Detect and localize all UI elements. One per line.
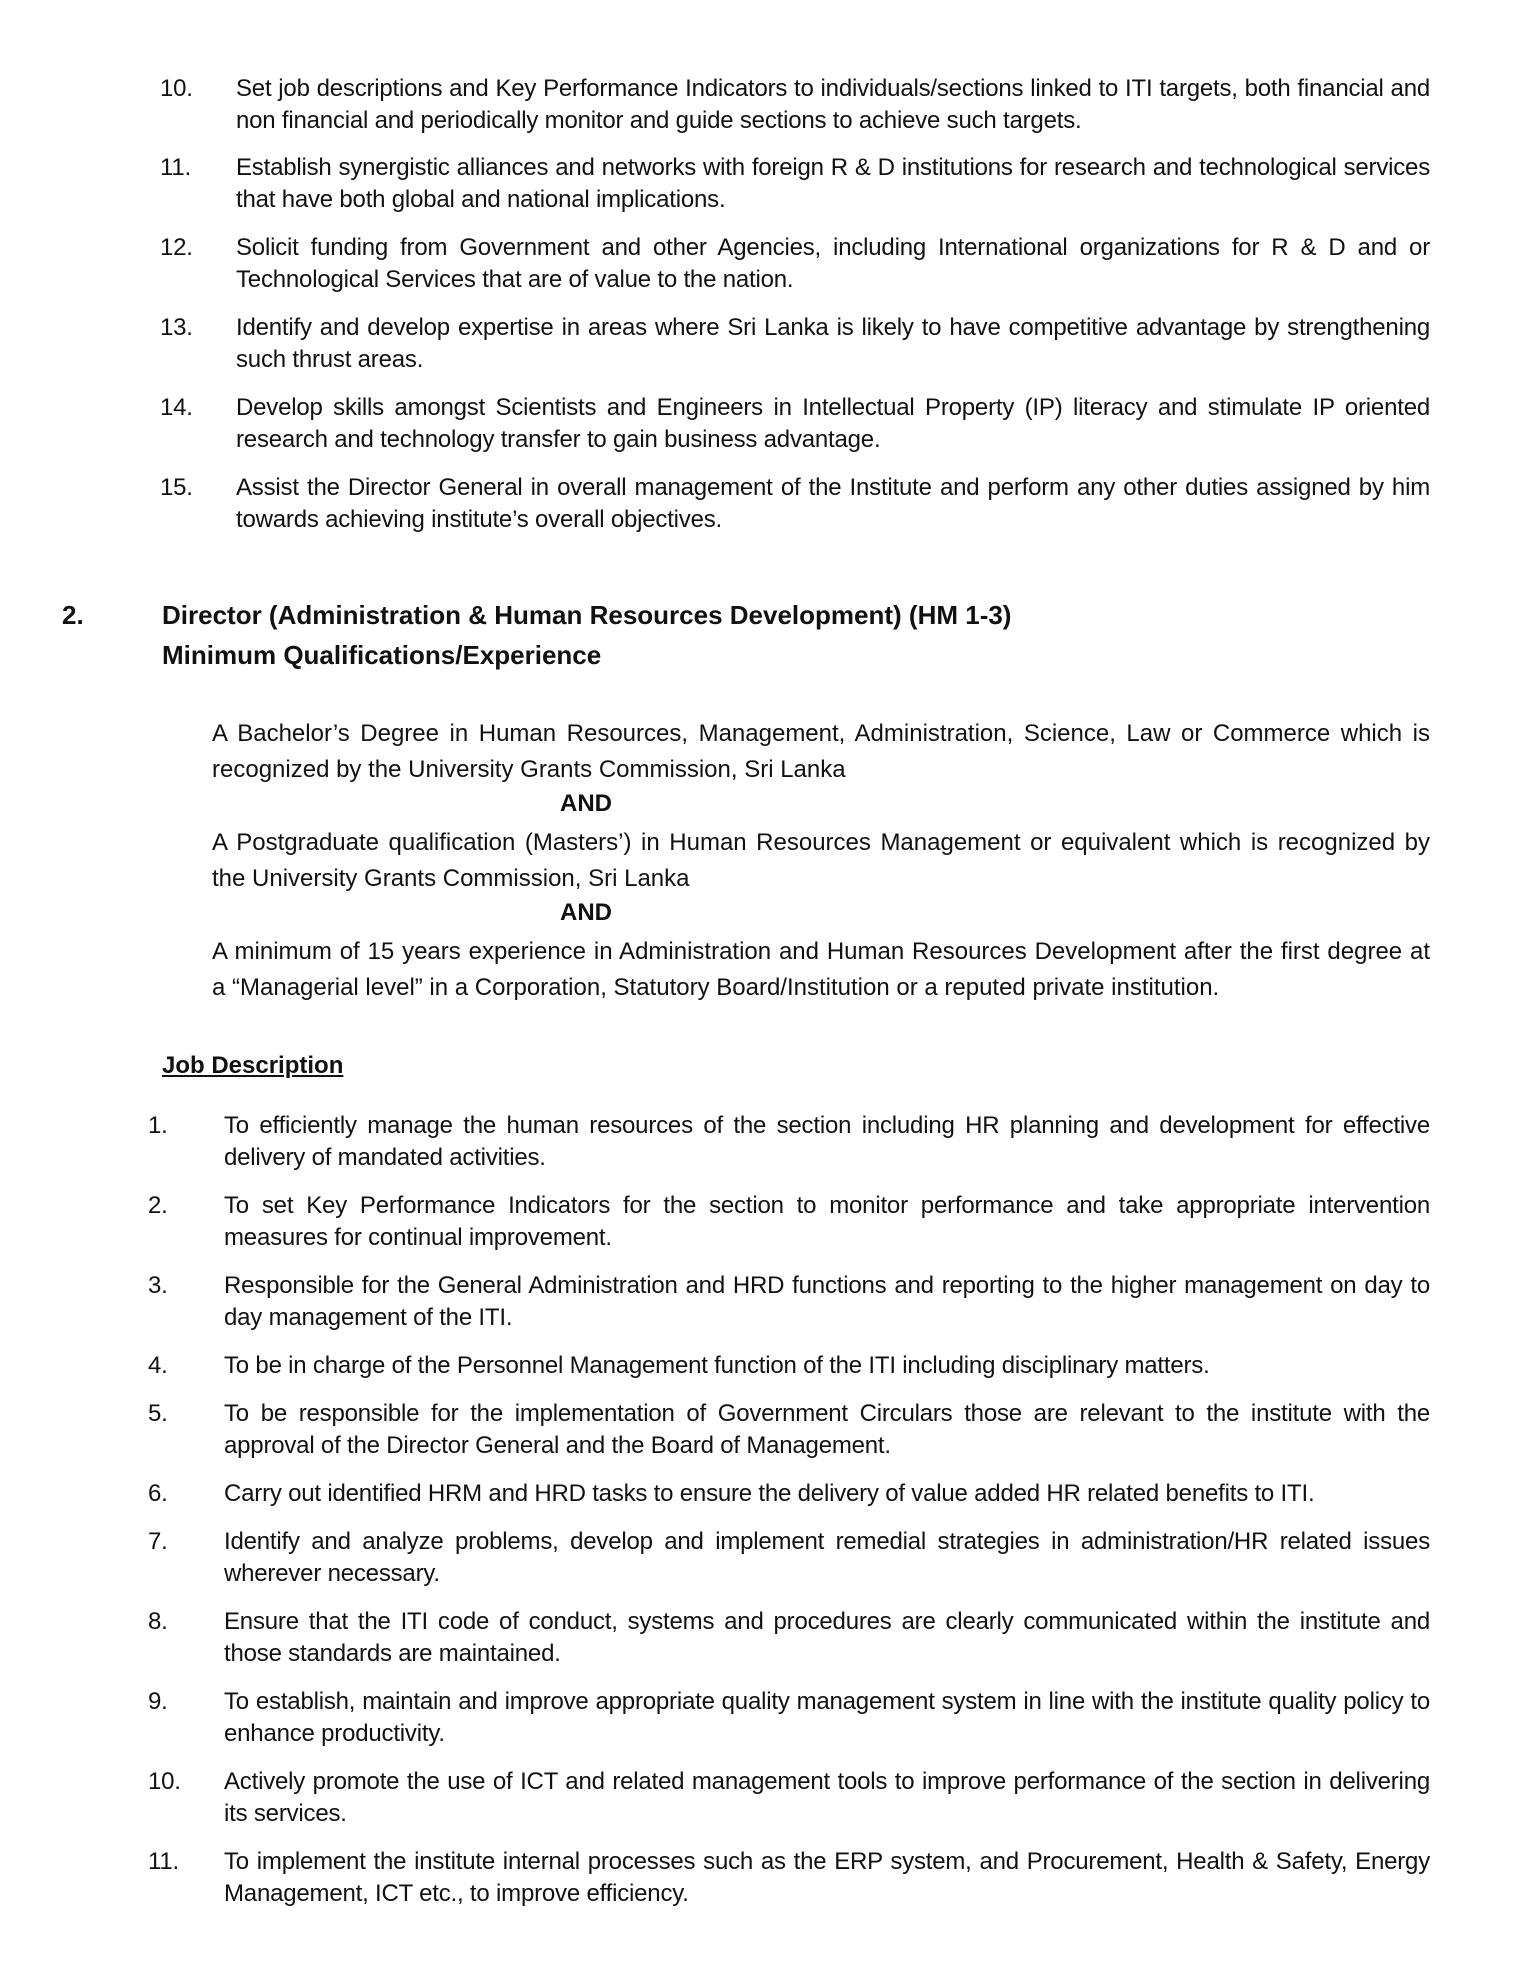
list-item-number: 12. — [160, 234, 193, 261]
list-item-text: Ensure that the ITI code of conduct, systems and procedures are clearly communicated within the institute and those standards are maintained. — [224, 1608, 1430, 1667]
list-item-number: 13. — [160, 314, 193, 341]
list-item-number: 11. — [160, 154, 191, 181]
list-item-text: To efficiently manage the human resources of the section including HR planning and development for effective delivery of mandated activities. — [224, 1112, 1430, 1171]
section-number: 2. — [62, 600, 84, 630]
list-item-number: 10. — [160, 75, 193, 102]
list-item-text: Set job descriptions and Key Performance Indicators to individuals/sections linked to ITI targets, both financial and non financial and periodically monitor and guide sections to achieve such targets. — [236, 75, 1430, 134]
list-item-text: Assist the Director General in overall management of the Institute and perform any other duties assigned by him towards achieving institute’s overall objectives. — [236, 474, 1430, 533]
list-item-number: 7. — [148, 1528, 168, 1555]
section-title: Director (Administration & Human Resources Development) (HM 1-3) — [162, 600, 1012, 630]
list-item-text: To be responsible for the implementation of Government Circulars those are relevant to the institute with the approval of the Director General and the Board of Management. — [224, 1400, 1430, 1459]
list-item-number: 15. — [160, 474, 193, 501]
list-item-text: Identify and develop expertise in areas where Sri Lanka is likely to have competitive advantage by strengthening such thrust areas. — [236, 314, 1430, 373]
list-item-number: 4. — [148, 1352, 168, 1379]
job-description-heading: Job Description — [162, 1052, 344, 1079]
list-item-number: 5. — [148, 1400, 168, 1427]
list-item-text: To set Key Performance Indicators for the section to monitor performance and take appropriate intervention measures for continual improvement. — [224, 1192, 1430, 1251]
list-item-number: 1. — [148, 1112, 168, 1139]
list-item-text: To establish, maintain and improve appropriate quality management system in line with the institute quality policy to enhance productivity. — [224, 1688, 1430, 1747]
list-item-number: 11. — [148, 1848, 179, 1875]
list-item-number: 8. — [148, 1608, 168, 1635]
list-item-number: 3. — [148, 1272, 168, 1299]
list-item-number: 14. — [160, 394, 193, 421]
list-item-number: 10. — [148, 1768, 181, 1795]
list-item-number: 9. — [148, 1688, 168, 1715]
list-item-text: Carry out identified HRM and HRD tasks to ensure the delivery of value added HR related benefits to ITI. — [224, 1480, 1315, 1507]
qualification-and: AND — [560, 899, 612, 926]
list-item-text: To be in charge of the Personnel Management function of the ITI including disciplinary matters. — [224, 1352, 1210, 1379]
list-item-text: Establish synergistic alliances and networks with foreign R & D institutions for research and technological services that have both global and national implications. — [236, 154, 1430, 213]
list-item-text: Actively promote the use of ICT and related management tools to improve performance of the section in delivering its services. — [224, 1768, 1430, 1827]
list-item-text: Solicit funding from Government and other Agencies, including International organizations for R & D and or Technological Services that are of value to the nation. — [236, 234, 1430, 293]
qualification-degree: A Bachelor’s Degree in Human Resources, Management, Administration, Science, Law or Commerce which is recognized by the University Grants Commission, Sri Lanka — [212, 720, 1430, 783]
list-item-text: Develop skills amongst Scientists and Engineers in Intellectual Property (IP) literacy and stimulate IP oriented research and technology transfer to gain business advantage. — [236, 394, 1430, 453]
list-item-text: To implement the institute internal processes such as the ERP system, and Procurement, Health & Safety, Energy Management, ICT etc., to improve efficiency. — [224, 1848, 1430, 1907]
qualification-and: AND — [560, 790, 612, 817]
list-item-number: 2. — [148, 1192, 168, 1219]
list-item-number: 6. — [148, 1480, 168, 1507]
list-item-text: Identify and analyze problems, develop and implement remedial strategies in administration/HR related issues wherever necessary. — [224, 1528, 1430, 1587]
qualification-postgraduate: A Postgraduate qualification (Masters’) in Human Resources Management or equivalent which is recognized by the University Grants Commission, Sri Lanka — [212, 829, 1430, 892]
qualification-experience: A minimum of 15 years experience in Administration and Human Resources Development after the first degree at a “Managerial level” in a Corporation, Statutory Board/Institution or a reputed private institution. — [212, 938, 1430, 1001]
section-subtitle: Minimum Qualifications/Experience — [162, 640, 602, 670]
list-item-text: Responsible for the General Administration and HRD functions and reporting to the higher management on day to day management of the ITI. — [224, 1272, 1430, 1331]
